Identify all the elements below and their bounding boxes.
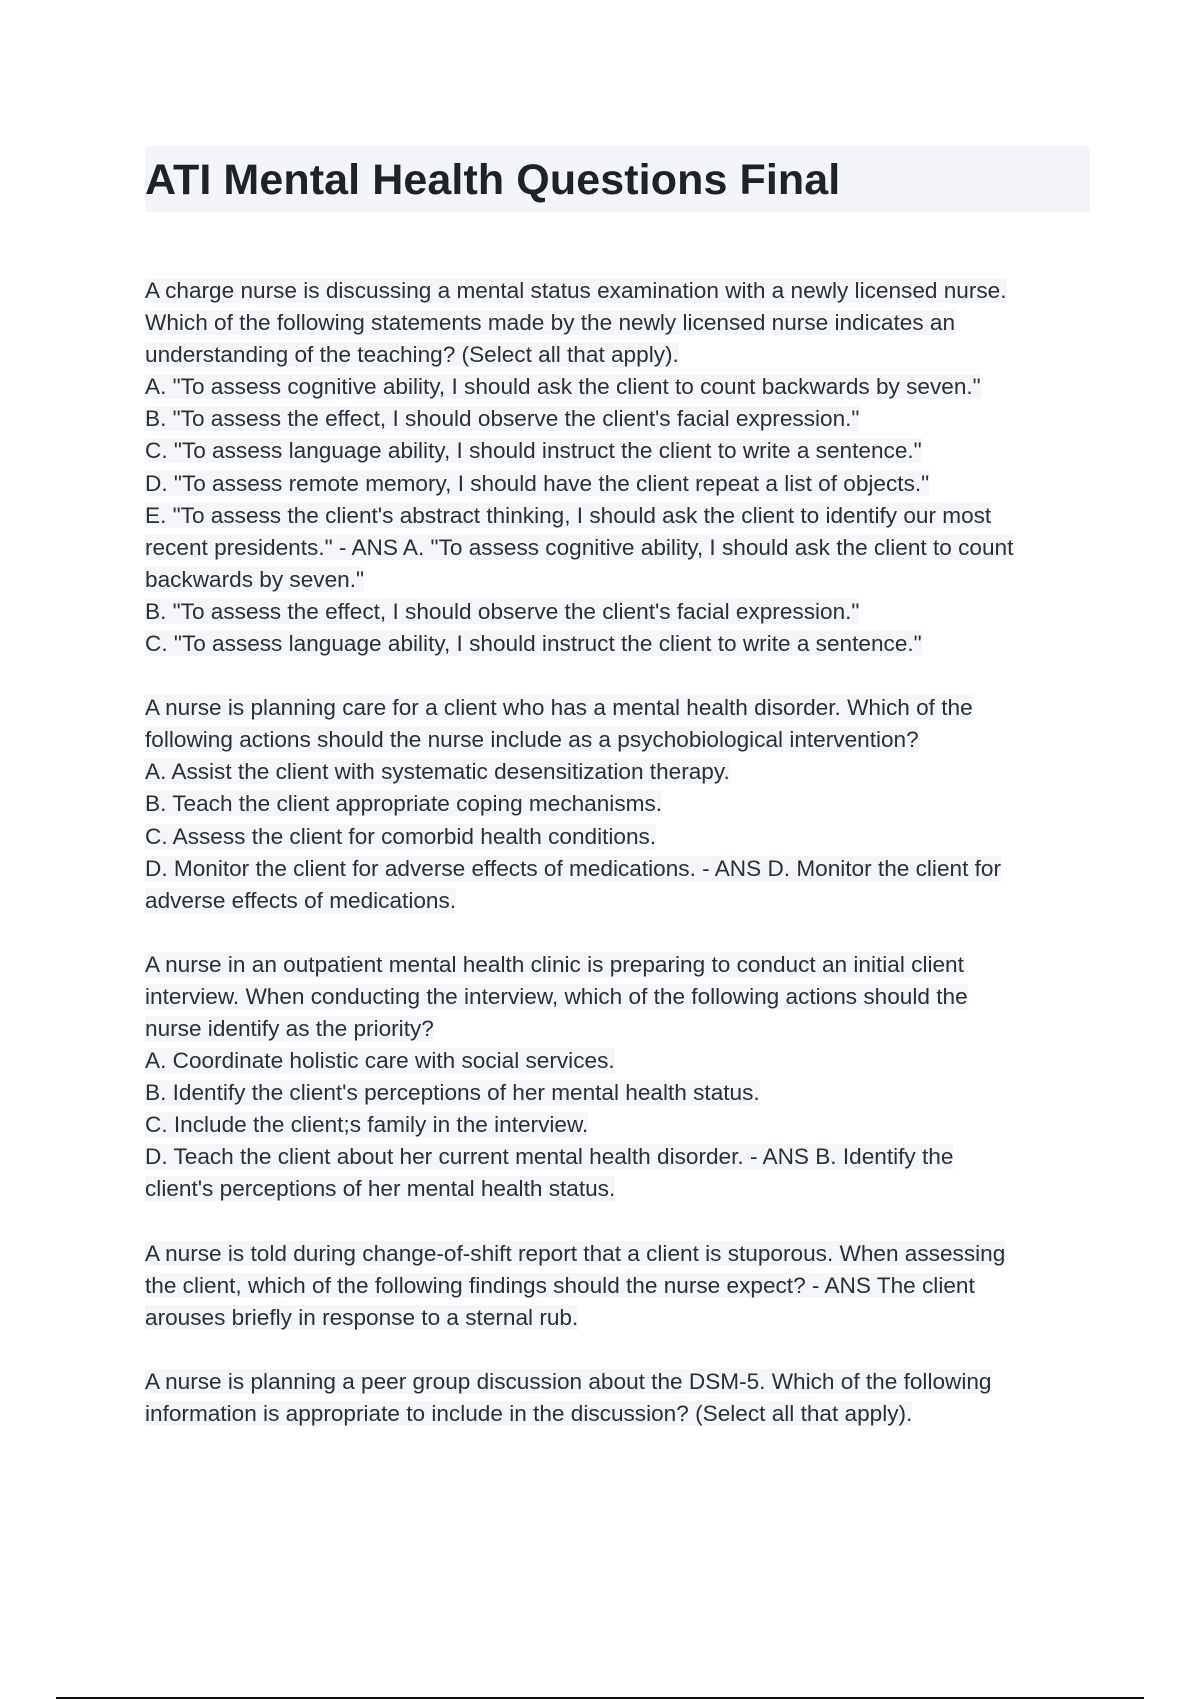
text-line-content: D. Teach the client about her current mental health disorder. - ANS B. Identify the xyxy=(145,1144,954,1170)
text-line xyxy=(145,1238,1090,1270)
text-line-content: adverse effects of medications. xyxy=(145,887,457,913)
text-line xyxy=(145,1366,1090,1398)
text-line-content: B. "To assess the effect, I should observe the client's facial expression." xyxy=(145,598,860,624)
text-line xyxy=(145,500,1090,532)
text-line-content: C. Include the client;s family in the interview. xyxy=(145,1112,589,1138)
document-title: ATI Mental Health Questions Final xyxy=(145,156,841,204)
text-line-content: the client, which of the following findings should the nurse expect? - ANS The client xyxy=(145,1272,975,1298)
text-line-content: C. "To assess language ability, I should instruct the client to write a sentence." xyxy=(145,631,922,657)
text-line-content: E. "To assess the client's abstract thinking, I should ask the client to identify our most xyxy=(145,502,992,528)
text-line xyxy=(145,1109,1090,1141)
text-line xyxy=(145,692,1090,724)
text-line-content: nurse identify as the priority? xyxy=(145,1015,434,1041)
text-line xyxy=(145,1013,1090,1045)
question-block xyxy=(145,1238,1090,1334)
text-line xyxy=(145,403,1090,435)
text-line-content: information is appropriate to include in the discussion? (Select all that apply). xyxy=(145,1400,913,1426)
text-line xyxy=(145,981,1090,1013)
title-band xyxy=(145,146,1090,212)
text-line xyxy=(145,1302,1090,1334)
document-body xyxy=(145,275,1090,1462)
text-line-content: arouses briefly in response to a sternal rub. xyxy=(145,1304,579,1330)
text-line xyxy=(145,724,1090,756)
text-line-content: B. Identify the client's perceptions of her mental health status. xyxy=(145,1080,760,1106)
text-line-content: A. "To assess cognitive ability, I should ask the client to count backwards by seven." xyxy=(145,374,981,400)
question-block xyxy=(145,275,1090,660)
text-line xyxy=(145,339,1090,371)
text-line-content: A nurse is planning a peer group discussion about the DSM-5. Which of the following xyxy=(145,1368,992,1394)
text-line-content: client's perceptions of her mental health status. xyxy=(145,1176,616,1202)
text-line xyxy=(145,1398,1090,1430)
text-line-content: understanding of the teaching? (Select all that apply). xyxy=(145,342,679,368)
text-line-content: interview. When conducting the interview, which of the following actions should the xyxy=(145,983,968,1009)
text-line xyxy=(145,853,1090,885)
text-line-content: C. "To assess language ability, I should instruct the client to write a sentence." xyxy=(145,438,922,464)
text-line xyxy=(145,468,1090,500)
text-line xyxy=(145,1270,1090,1302)
text-line xyxy=(145,532,1090,564)
text-line-content: recent presidents." - ANS A. "To assess cognitive ability, I should ask the client to count xyxy=(145,534,1014,560)
text-line xyxy=(145,275,1090,307)
text-line-content: B. Teach the client appropriate coping mechanisms. xyxy=(145,791,663,817)
text-line xyxy=(145,1045,1090,1077)
text-line-content: D. "To assess remote memory, I should have the client repeat a list of objects." xyxy=(145,470,930,496)
text-line-content: backwards by seven." xyxy=(145,566,364,592)
question-block xyxy=(145,1366,1090,1430)
text-line xyxy=(145,756,1090,788)
question-block xyxy=(145,692,1090,917)
text-line xyxy=(145,788,1090,820)
text-line xyxy=(145,1077,1090,1109)
text-line xyxy=(145,949,1090,981)
text-line-content: A. Assist the client with systematic desensitization therapy. xyxy=(145,759,730,785)
text-line xyxy=(145,307,1090,339)
text-line-content: C. Assess the client for comorbid health conditions. xyxy=(145,823,657,849)
text-line xyxy=(145,564,1090,596)
text-line xyxy=(145,885,1090,917)
text-line-content: B. "To assess the effect, I should observe the client's facial expression." xyxy=(145,406,860,432)
text-line-content: A. Coordinate holistic care with social services. xyxy=(145,1048,615,1074)
text-line xyxy=(145,628,1090,660)
text-line xyxy=(145,371,1090,403)
text-line-content: Which of the following statements made by the newly licensed nurse indicates an xyxy=(145,310,956,336)
text-line-content: A nurse in an outpatient mental health clinic is preparing to conduct an initial client xyxy=(145,951,964,977)
text-line xyxy=(145,435,1090,467)
text-line xyxy=(145,1141,1090,1173)
text-line xyxy=(145,821,1090,853)
page-divider xyxy=(56,1697,1144,1699)
text-line-content: D. Monitor the client for adverse effects of medications. - ANS D. Monitor the client for xyxy=(145,855,1002,881)
text-line-content: A nurse is planning care for a client who has a mental health disorder. Which of the xyxy=(145,695,973,721)
text-line-content: A nurse is told during change-of-shift report that a client is stuporous. When assessing xyxy=(145,1240,1006,1266)
text-line-content: A charge nurse is discussing a mental status examination with a newly licensed nurse. xyxy=(145,278,1007,303)
text-line-content: following actions should the nurse include as a psychobiological intervention? xyxy=(145,727,919,753)
question-block xyxy=(145,949,1090,1206)
text-line xyxy=(145,596,1090,628)
text-line xyxy=(145,1173,1090,1205)
